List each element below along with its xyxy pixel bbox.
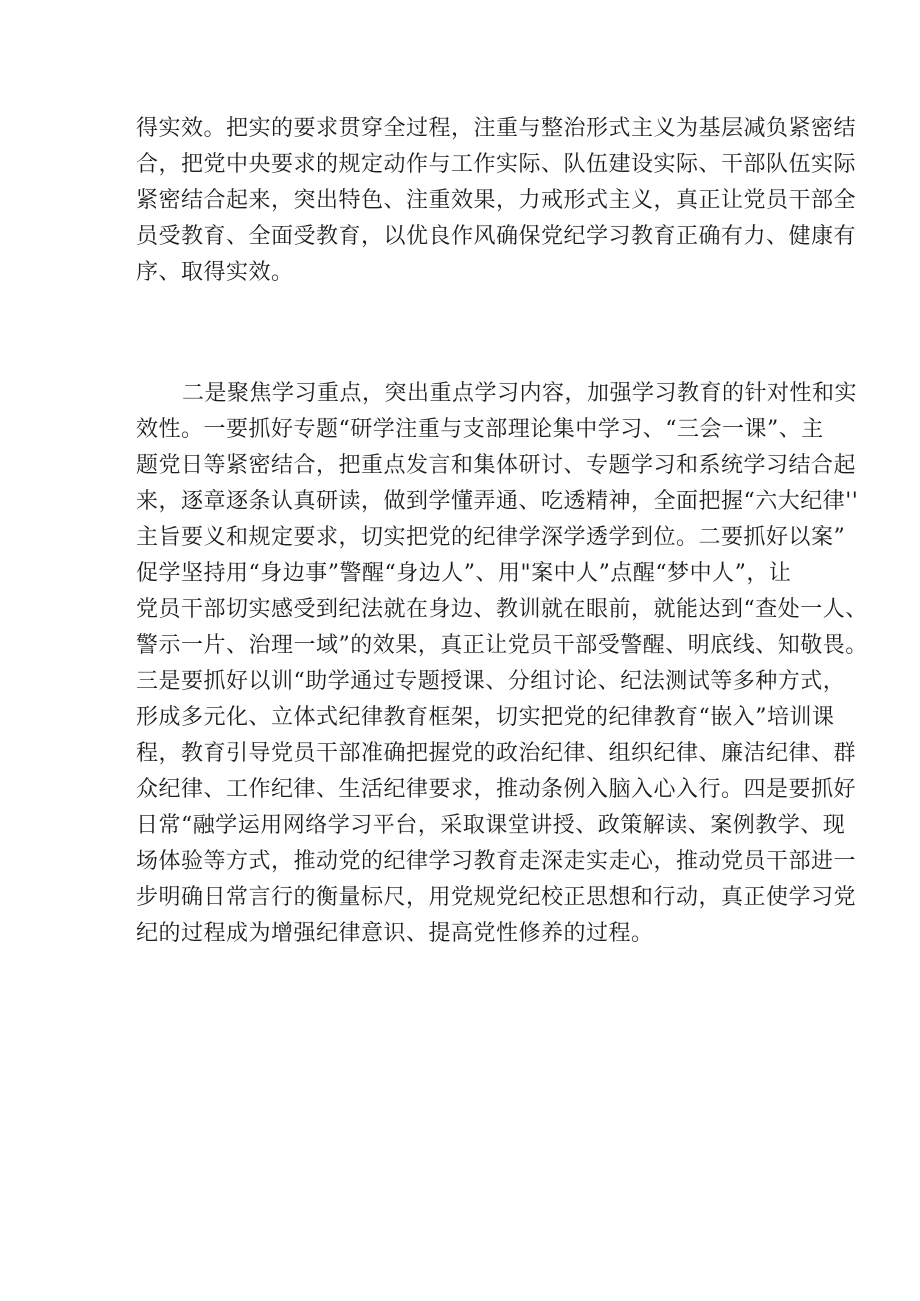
paragraph-1-line: 得实效。把实的要求贯穿全过程，注重与整治形式主义为基层减负紧密结: [136, 116, 857, 141]
paragraph-2-line: 形成多元化、立体式纪律教育框架，切实把党的纪律教育“嵌入”培训课: [136, 705, 835, 730]
paragraph-2-line: 来，逐章逐条认真研读，做到学懂弄通、吃透精神，全面把握“六大纪律'': [136, 489, 859, 514]
paragraph-2-line: 程，教育引导党员干部准确把握党的政治纪律、组织纪律、廉洁纪律、群: [136, 741, 857, 766]
paragraph-2-line: 日常“融学运用网络学习平台，采取课堂讲授、政策解读、案例教学、现: [136, 813, 846, 838]
paragraph-2-line: 纪的过程成为增强纪律意识、提高党性修养的过程。: [136, 921, 654, 946]
paragraph-1-line: 员受教育、全面受教育，以优良作风确保党纪学习教育正确有力、健康有: [136, 224, 857, 249]
paragraph-1-line: 合，把党中央要求的规定动作与工作实际、队伍建设实际、干部队伍实际: [136, 152, 857, 177]
paragraph-2-line: 步明确日常言行的衡量标尺，用党规党纪校正思想和行动，真正使学习党: [136, 885, 857, 910]
paragraph-2-line: 促学坚持用“身边事”警醒“身边人”、用"案中人”点醒“梦中人”，让: [136, 561, 792, 586]
paragraph-2-line: 三是要抓好以训“助学通过专题授课、分组讨论、纪法测试等多种方式，: [136, 669, 846, 694]
paragraph-2-line: 党员干部切实感受到纪法就在身边、教训就在眼前，就能达到“查处一人、: [136, 597, 868, 622]
paragraph-2-first-line: 二是聚焦学习重点，突出重点学习内容，加强学习教育的针对性和实: [182, 381, 858, 406]
paragraph-1-line: 紧密结合起来，突出特色、注重效果，力戒形式主义，真正让党员干部全: [136, 188, 857, 213]
paragraph-2-line: 主旨要义和规定要求，切实把党的纪律学深学透学到位。二要抓好以案”: [136, 525, 846, 550]
paragraph-2: [136, 376, 868, 952]
paragraph-2-line: 众纪律、工作纪律、生活纪律要求，推动条例入脑入心入行。四是要抓好: [136, 777, 857, 802]
paragraph-2-line: 效性。一要抓好专题“研学注重与支部理论集中学习、“三会一课”、主: [136, 417, 824, 442]
paragraph-2-line: 警示一片、治理一域”的效果，真正让党员干部受警醒、明底线、知敬畏。: [136, 633, 868, 658]
paragraph-2-line: 场体验等方式，推动党的纪律学习教育走深走实走心，推动党员干部进一: [136, 849, 857, 874]
paragraph-1: [136, 111, 857, 291]
paragraph-2-line: 题党日等紧密结合，把重点发言和集体研讨、专题学习和系统学习结合起: [136, 453, 857, 478]
paragraph-1-line: 序、取得实效。: [136, 260, 294, 285]
